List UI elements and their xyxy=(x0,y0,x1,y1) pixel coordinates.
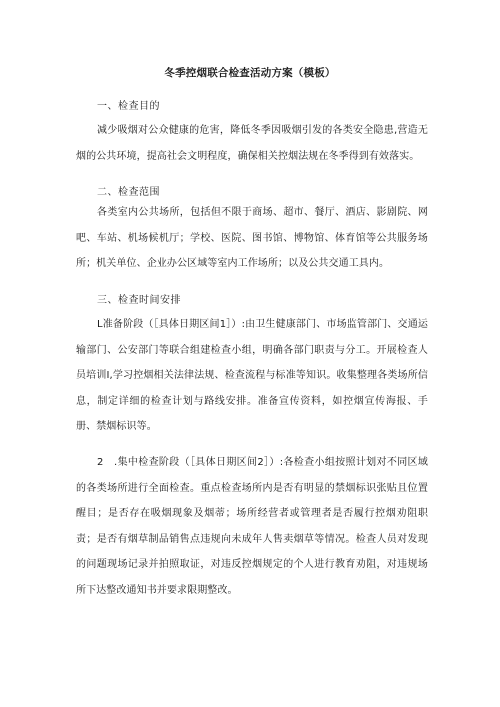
document-title: 冬季控烟联合检查活动方案（模板） xyxy=(164,67,336,79)
section-heading-purpose: 一、检查目的 xyxy=(97,101,160,112)
paragraph-scope: 各类室内公共场所，包括但不限于商场、超市、餐厅、酒店、影剧院、网吧、车站、机场候机厅；学校、医院、图书馆、博物馆、体育馆等公共服务场所；机关单位、企业办公区域等室内工作场所；以及公共交通工具内。 xyxy=(76,207,428,270)
section-heading-scope: 二、检查范围 xyxy=(97,187,160,198)
paragraph-preparation-stage: L准备阶段（［具体日期区间1］）:由卫生健康部门、市场监管部门、交通运输部门、公安部门等联合组建检查小组，明确各部门职责与分工。开展检查人员培训I,学习控烟相关法律法规、检查流程与标准等知识。收集整理各类场所信息，制定详细的检查计划与路线安排。准备宣传资料，如控烟宣传海报、手册、禁烟标识等。 xyxy=(76,319,428,433)
paragraph-purpose: 减少吸烟对公众健康的危害，降低冬季因吸烟引发的各类安全隐患,营造无烟的公共环境，提高社会文明程度，确保相关控烟法规在冬季得到有效落实。 xyxy=(76,125,428,162)
paragraph-inspection-stage: 2 .集中检查阶段（［具体日期区间2］）:各检查小组按照计划对不同区域的各类场所进行全面检查。重点检查场所内是否有明显的禁烟标识张贴且位置醒目；是否存在吸烟现象及烟蒂；场所经营者或管理者是否履行控烟劝阻职责；是否有烟草制品销售点违规向未成年人售卖烟草等情况。检查人员对发现的问题现场记录并拍照取证，对违反控烟规定的个人进行教育劝阻，对违规场所下达整改通知书并要求限期整改。 xyxy=(76,457,428,596)
section-heading-schedule: 三、检查时间安排 xyxy=(97,295,181,306)
